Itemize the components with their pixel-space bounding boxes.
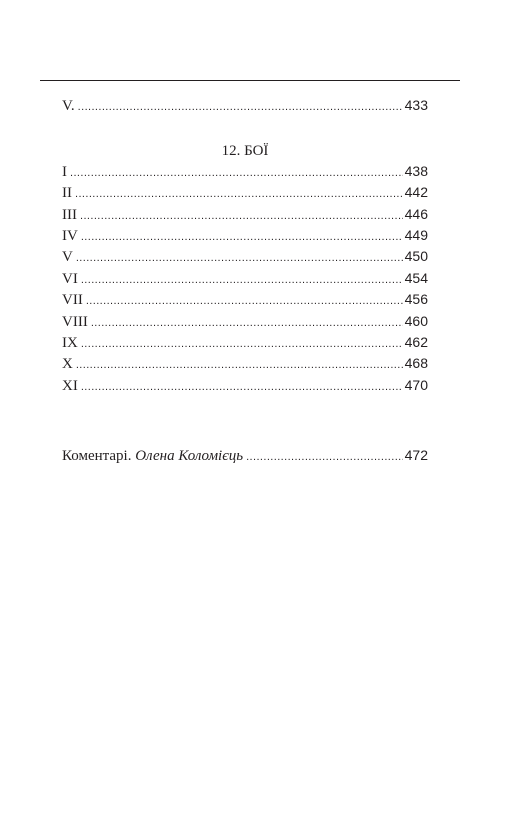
section-title: 12. БОЇ [221, 143, 269, 159]
toc-entry-page: 462 [404, 334, 428, 350]
dot-leader [246, 447, 403, 467]
toc-entry-page: 450 [404, 248, 428, 264]
toc-entry-page: 433 [404, 97, 428, 113]
dot-leader [91, 313, 403, 333]
toc-entry-label: V [62, 249, 73, 265]
toc-entry-commentary[interactable] [62, 445, 428, 465]
dot-leader [78, 97, 403, 117]
toc-entry-i[interactable] [62, 161, 428, 181]
toc-entry-page: 438 [404, 163, 428, 179]
toc-entry-page: 442 [404, 184, 428, 200]
toc-entry-page: 468 [404, 355, 428, 371]
toc-entry-v-previous[interactable] [62, 95, 428, 115]
toc-entry-page: 449 [404, 227, 428, 243]
toc-entry-v[interactable] [62, 246, 428, 266]
header-rule [40, 80, 460, 81]
toc-entry-vi[interactable] [62, 268, 428, 288]
toc-entry-label: IV [62, 228, 78, 244]
dot-leader [81, 377, 403, 397]
toc-entry-label: IX [62, 335, 78, 351]
toc-entry-page: 446 [404, 206, 428, 222]
toc-entry-label: I [62, 164, 67, 180]
toc-entry-label [62, 446, 243, 466]
toc-entry-page: 472 [404, 447, 428, 463]
toc-entry-label: VI [62, 271, 78, 287]
toc-entry-page: 460 [404, 313, 428, 329]
dot-leader [86, 291, 403, 311]
toc-entry-iv[interactable] [62, 225, 428, 245]
toc-entry-page: 470 [404, 377, 428, 393]
toc-entry-x[interactable] [62, 353, 428, 373]
commentary-label: Коментарі. [62, 448, 132, 464]
dot-leader [81, 334, 403, 354]
dot-leader [76, 355, 403, 375]
toc-entry-vii[interactable] [62, 289, 428, 309]
toc-entry-label: X [62, 356, 73, 372]
toc-entry-iii[interactable] [62, 204, 428, 224]
dot-leader [80, 206, 403, 226]
toc-entry-label: XI [62, 378, 78, 394]
toc-entry-label: V. [62, 98, 75, 114]
toc-entry-page: 454 [404, 270, 428, 286]
toc-entry-xi[interactable] [62, 375, 428, 395]
dot-leader [81, 270, 403, 290]
toc-entry-ii[interactable] [62, 182, 428, 202]
dot-leader [81, 227, 403, 247]
toc-entry-label: VIII [62, 314, 88, 330]
dot-leader [75, 184, 403, 204]
toc-entry-label: II [62, 185, 72, 201]
toc-entry-label: VII [62, 292, 83, 308]
dot-leader [70, 163, 403, 183]
commentary-author: Олена Коломієць [135, 448, 244, 464]
dot-leader [76, 248, 403, 268]
toc-entry-viii[interactable] [62, 311, 428, 331]
toc-entry-label: III [62, 207, 77, 223]
toc-entry-ix[interactable] [62, 332, 428, 352]
toc-entry-page: 456 [404, 291, 428, 307]
